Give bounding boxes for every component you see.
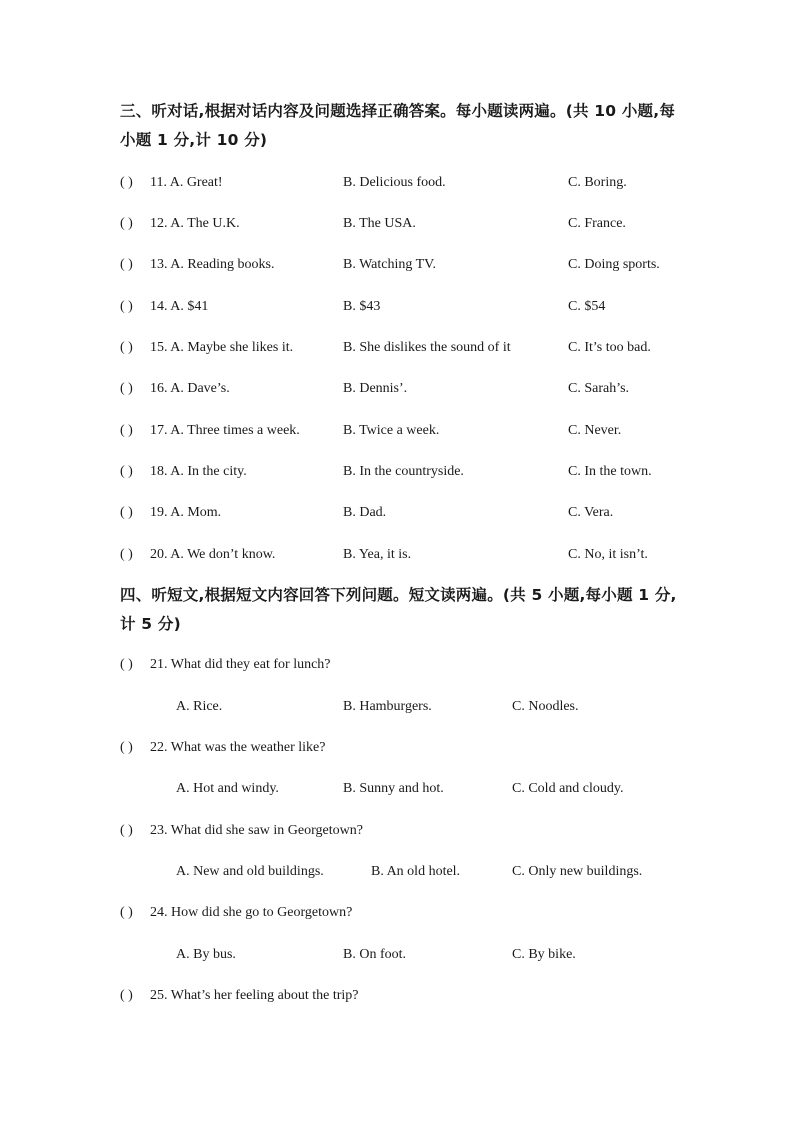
option-c: C. Cold and cloudy. bbox=[512, 781, 624, 796]
option-a: 16. A. Dave’s. bbox=[150, 381, 230, 396]
answer-blank[interactable]: ( ) bbox=[120, 464, 133, 479]
option-a: A. Hot and windy. bbox=[176, 781, 279, 796]
option-c: C. No, it isn’t. bbox=[568, 547, 648, 562]
option-b: B. An old hotel. bbox=[371, 864, 461, 879]
question-stem: 25. What’s her feeling about the trip? bbox=[150, 988, 359, 1003]
answer-blank[interactable]: ( ) bbox=[120, 423, 133, 438]
section-4-heading: 四、听短文,根据短文内容回答下列问题。短文读两遍。(共 5 小题,每小题 1 分,计 5 分) bbox=[120, 586, 677, 633]
answer-blank[interactable]: ( ) bbox=[120, 299, 133, 314]
option-a: 20. A. We don’t know. bbox=[150, 547, 276, 562]
option-b: B. In the countryside. bbox=[343, 464, 464, 479]
option-a: A. Rice. bbox=[176, 699, 223, 714]
option-b: B. $43 bbox=[343, 299, 381, 314]
option-c: C. Noodles. bbox=[512, 699, 579, 714]
option-c: C. Only new buildings. bbox=[512, 864, 643, 879]
option-c: C. Doing sports. bbox=[568, 257, 660, 272]
answer-blank[interactable]: ( ) bbox=[120, 175, 133, 190]
option-a: 18. A. In the city. bbox=[150, 464, 247, 479]
option-c: C. Never. bbox=[568, 423, 622, 438]
option-b: B. Delicious food. bbox=[343, 175, 446, 190]
option-a: 12. A. The U.K. bbox=[150, 216, 240, 231]
option-c: C. It’s too bad. bbox=[568, 340, 651, 355]
question-stem: 23. What did she saw in Georgetown? bbox=[150, 823, 363, 838]
question-stem: 22. What was the weather like? bbox=[150, 740, 326, 755]
answer-blank[interactable]: ( ) bbox=[120, 505, 133, 520]
answer-blank[interactable]: ( ) bbox=[120, 823, 133, 838]
answer-blank[interactable]: ( ) bbox=[120, 381, 133, 396]
question-stem: 21. What did they eat for lunch? bbox=[150, 657, 331, 672]
option-b: B. Hamburgers. bbox=[343, 699, 432, 714]
option-b: B. Sunny and hot. bbox=[343, 781, 444, 796]
option-c: C. By bike. bbox=[512, 947, 576, 962]
answer-blank[interactable]: ( ) bbox=[120, 547, 133, 562]
option-a: 11. A. Great! bbox=[150, 175, 223, 190]
answer-blank[interactable]: ( ) bbox=[120, 340, 133, 355]
answer-blank[interactable]: ( ) bbox=[120, 740, 133, 755]
option-c: C. France. bbox=[568, 216, 626, 231]
option-b: B. Twice a week. bbox=[343, 423, 440, 438]
option-a: A. New and old buildings. bbox=[176, 864, 324, 879]
option-a: 17. A. Three times a week. bbox=[150, 423, 300, 438]
answer-blank[interactable]: ( ) bbox=[120, 257, 133, 272]
option-c: C. Boring. bbox=[568, 175, 627, 190]
answer-blank[interactable]: ( ) bbox=[120, 657, 133, 672]
option-b: B. Dad. bbox=[343, 505, 387, 520]
option-a: 15. A. Maybe she likes it. bbox=[150, 340, 294, 355]
option-a: 19. A. Mom. bbox=[150, 505, 222, 520]
option-c: C. Sarah’s. bbox=[568, 381, 630, 396]
section-3-heading: 三、听对话,根据对话内容及问题选择正确答案。每小题读两遍。(共 10 小题,每小题 1 分,计 10 分) bbox=[120, 102, 676, 149]
option-b: B. Watching TV. bbox=[343, 257, 436, 272]
option-a: 14. A. $41 bbox=[150, 299, 209, 314]
option-a: A. By bus. bbox=[176, 947, 236, 962]
option-b: B. The USA. bbox=[343, 216, 416, 231]
option-b: B. On foot. bbox=[343, 947, 406, 962]
option-c: C. $54 bbox=[568, 299, 606, 314]
option-a: 13. A. Reading books. bbox=[150, 257, 275, 272]
option-c: C. Vera. bbox=[568, 505, 614, 520]
question-stem: 24. How did she go to Georgetown? bbox=[150, 905, 353, 920]
answer-blank[interactable]: ( ) bbox=[120, 905, 133, 920]
option-b: B. Yea, it is. bbox=[343, 547, 412, 562]
option-c: C. In the town. bbox=[568, 464, 652, 479]
option-b: B. She dislikes the sound of it bbox=[343, 340, 511, 355]
option-b: B. Dennis’. bbox=[343, 381, 408, 396]
answer-blank[interactable]: ( ) bbox=[120, 988, 133, 1003]
answer-blank[interactable]: ( ) bbox=[120, 216, 133, 231]
